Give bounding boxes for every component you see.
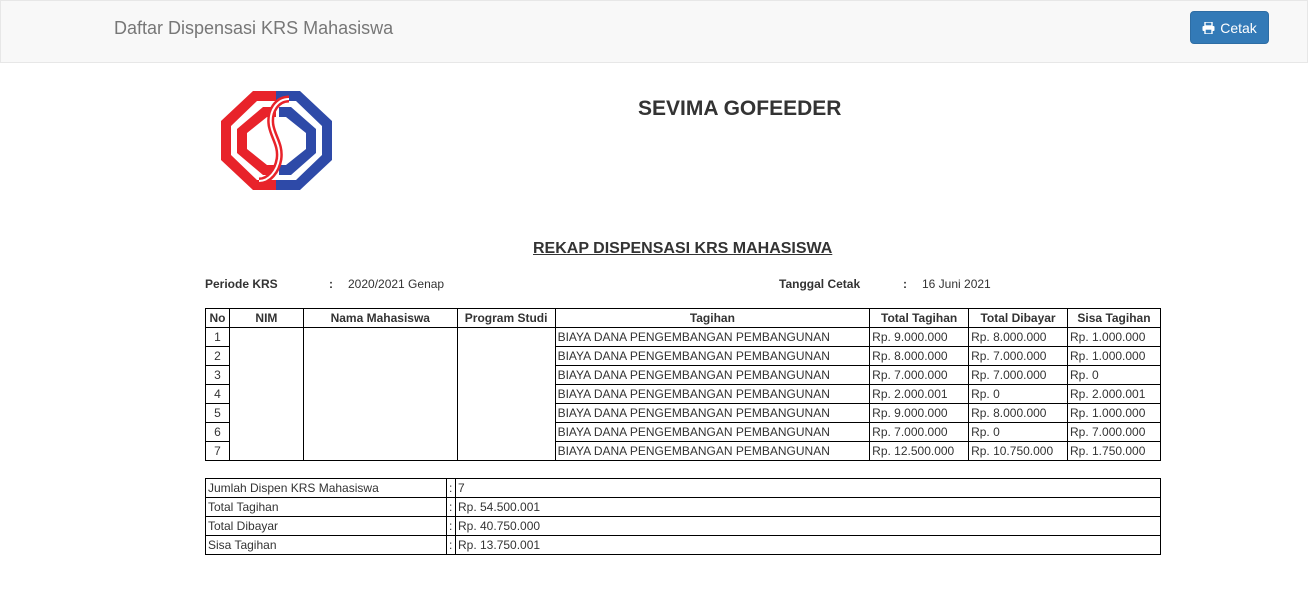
header-total-dibayar: Total Dibayar <box>969 309 1068 328</box>
cell-dibayar: Rp. 8.000.000 <box>969 328 1068 347</box>
header-tagihan: Tagihan <box>555 309 870 328</box>
page-title: Daftar Dispensasi KRS Mahasiswa <box>114 18 394 38</box>
cell-nim <box>229 328 303 461</box>
cell-no: 3 <box>206 366 230 385</box>
cell-no: 6 <box>206 423 230 442</box>
cell-sisa: Rp. 1.000.000 <box>1068 347 1161 366</box>
report-title: REKAP DISPENSASI KRS MAHASISWA <box>533 240 833 257</box>
company-name: SEVIMA GOFEEDER <box>638 97 842 120</box>
cell-total: Rp. 7.000.000 <box>870 366 969 385</box>
cell-tagihan: BIAYA DANA PENGEMBANGAN PEMBANGUNAN <box>555 404 870 423</box>
tanggal-value: 16 Juni 2021 <box>922 277 991 291</box>
cell-total: Rp. 7.000.000 <box>870 423 969 442</box>
summary-colon: : <box>447 536 456 555</box>
header-prodi: Program Studi <box>457 309 555 328</box>
cell-sisa: Rp. 2.000.001 <box>1068 385 1161 404</box>
summary-label: Total Dibayar <box>206 517 447 536</box>
cell-tagihan: BIAYA DANA PENGEMBANGAN PEMBANGUNAN <box>555 328 870 347</box>
cell-no: 2 <box>206 347 230 366</box>
summary-row <box>206 498 1161 517</box>
cell-sisa: Rp. 1.000.000 <box>1068 404 1161 423</box>
cell-tagihan: BIAYA DANA PENGEMBANGAN PEMBANGUNAN <box>555 423 870 442</box>
print-icon <box>1202 22 1215 34</box>
print-button-label: Cetak <box>1220 19 1257 36</box>
cell-dibayar: Rp. 8.000.000 <box>969 404 1068 423</box>
summary-value: Rp. 54.500.001 <box>456 498 1161 517</box>
summary-table <box>205 478 1161 555</box>
header-no: No <box>206 309 230 328</box>
cell-sisa: Rp. 7.000.000 <box>1068 423 1161 442</box>
summary-label: Total Tagihan <box>206 498 447 517</box>
periode-label: Periode KRS <box>205 277 278 291</box>
summary-value: 7 <box>456 479 1161 498</box>
cell-no: 7 <box>206 442 230 461</box>
table-header-row <box>206 309 1161 328</box>
print-button[interactable] <box>1190 11 1269 44</box>
cell-total: Rp. 9.000.000 <box>870 328 969 347</box>
cell-no: 5 <box>206 404 230 423</box>
cell-tagihan: BIAYA DANA PENGEMBANGAN PEMBANGUNAN <box>555 442 870 461</box>
cell-tagihan: BIAYA DANA PENGEMBANGAN PEMBANGUNAN <box>555 385 870 404</box>
cell-dibayar: Rp. 0 <box>969 423 1068 442</box>
cell-dibayar: Rp. 7.000.000 <box>969 347 1068 366</box>
cell-sisa: Rp. 0 <box>1068 366 1161 385</box>
cell-total: Rp. 2.000.001 <box>870 385 969 404</box>
cell-total: Rp. 12.500.000 <box>870 442 969 461</box>
periode-colon: : <box>329 277 333 291</box>
summary-label: Sisa Tagihan <box>206 536 447 555</box>
cell-total: Rp. 9.000.000 <box>870 404 969 423</box>
summary-row <box>206 536 1161 555</box>
cell-total: Rp. 8.000.000 <box>870 347 969 366</box>
cell-no: 4 <box>206 385 230 404</box>
cell-no: 1 <box>206 328 230 347</box>
cell-dibayar: Rp. 0 <box>969 385 1068 404</box>
cell-dibayar: Rp. 10.750.000 <box>969 442 1068 461</box>
header-total-tagihan: Total Tagihan <box>870 309 969 328</box>
summary-colon: : <box>447 479 456 498</box>
cell-tagihan: BIAYA DANA PENGEMBANGAN PEMBANGUNAN <box>555 366 870 385</box>
summary-row <box>206 517 1161 536</box>
tanggal-label: Tanggal Cetak <box>779 277 861 291</box>
summary-colon: : <box>447 498 456 517</box>
summary-colon: : <box>447 517 456 536</box>
cell-sisa: Rp. 1.750.000 <box>1068 442 1161 461</box>
tanggal-colon: : <box>903 277 907 291</box>
cell-tagihan: BIAYA DANA PENGEMBANGAN PEMBANGUNAN <box>555 347 870 366</box>
dispensation-table <box>205 308 1161 461</box>
summary-row <box>206 479 1161 498</box>
cell-nama <box>303 328 457 461</box>
header-nim: NIM <box>229 309 303 328</box>
cell-prodi <box>457 328 555 461</box>
summary-value: Rp. 40.750.000 <box>456 517 1161 536</box>
header-sisa-tagihan: Sisa Tagihan <box>1068 309 1161 328</box>
summary-value: Rp. 13.750.001 <box>456 536 1161 555</box>
header-nama: Nama Mahasiswa <box>303 309 457 328</box>
periode-value: 2020/2021 Genap <box>348 277 445 291</box>
company-logo <box>219 89 334 192</box>
summary-label: Jumlah Dispen KRS Mahasiswa <box>206 479 447 498</box>
navbar <box>0 0 1308 63</box>
cell-dibayar: Rp. 7.000.000 <box>969 366 1068 385</box>
cell-sisa: Rp. 1.000.000 <box>1068 328 1161 347</box>
table-row <box>206 328 1161 347</box>
